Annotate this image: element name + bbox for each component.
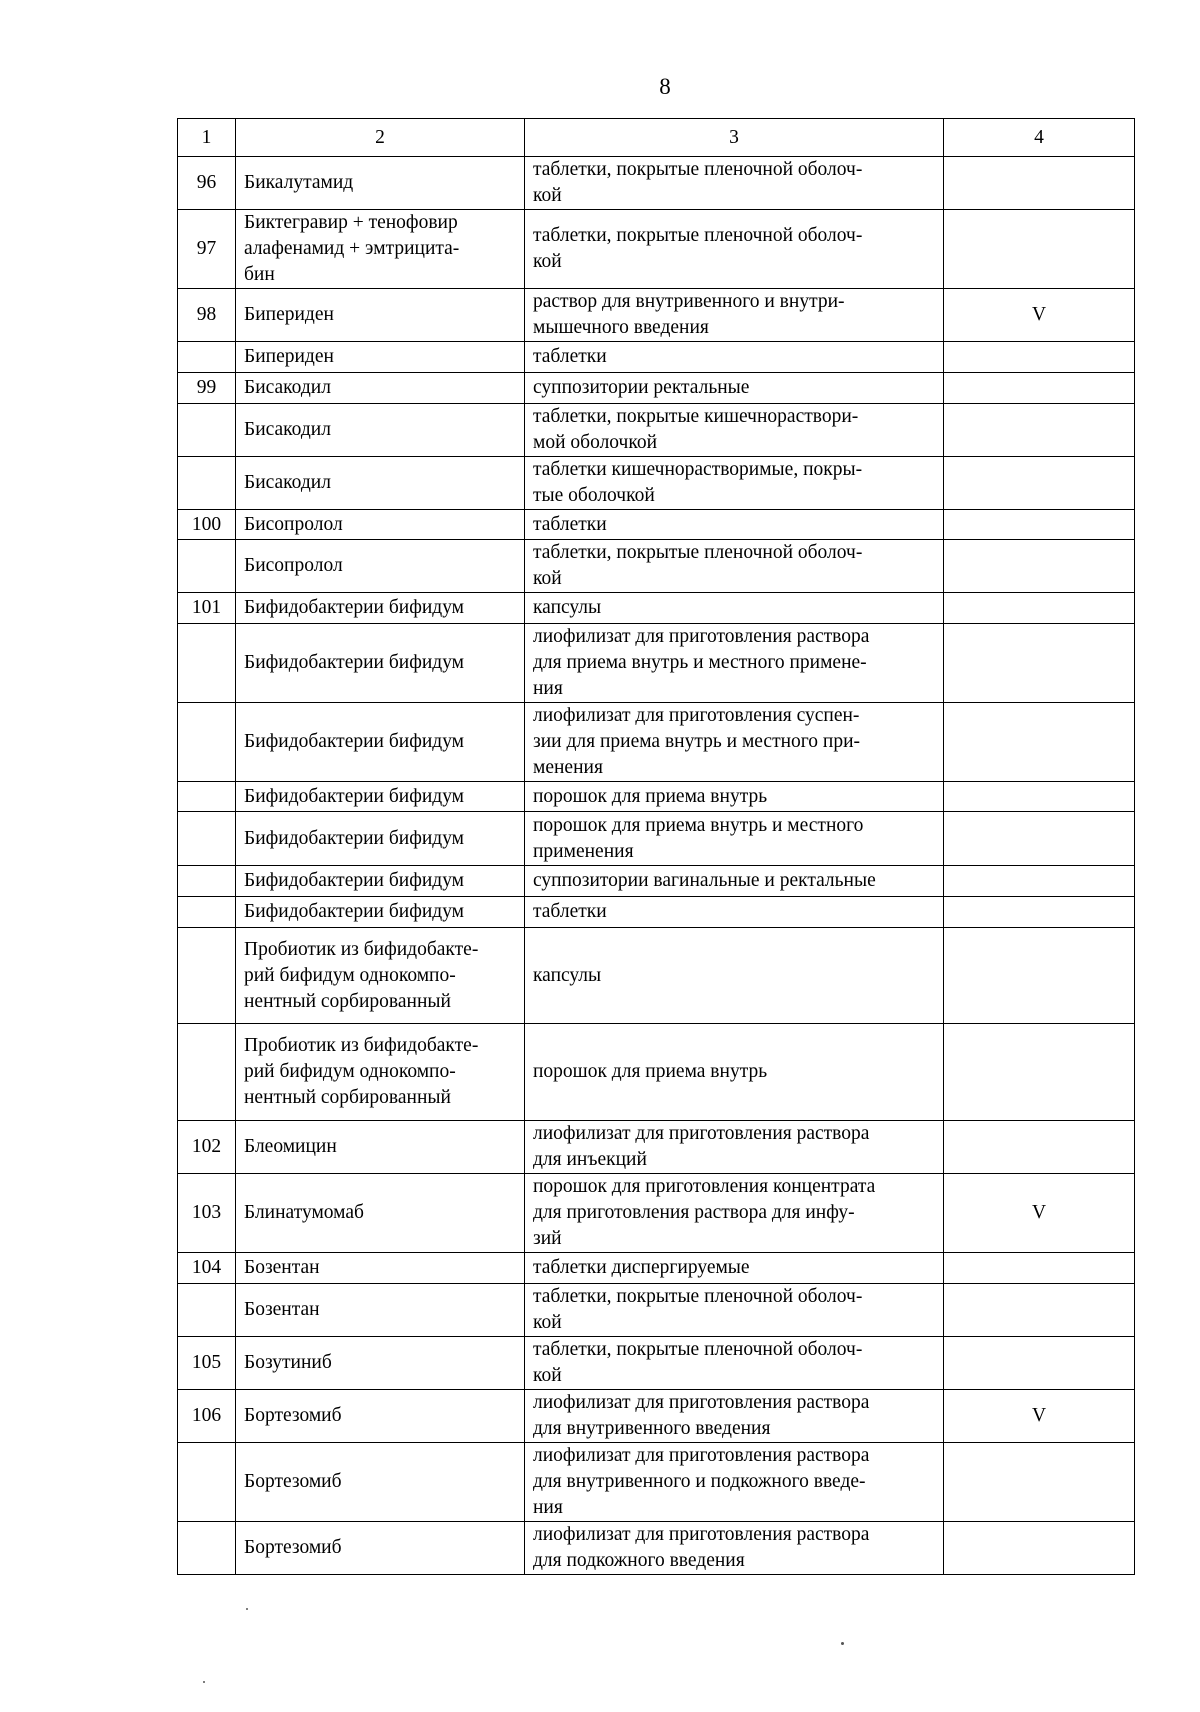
dosage-form: порошок для приготовления концентрата для приготовления раствора для инфу- зий xyxy=(525,1174,944,1253)
page-number: 8 xyxy=(659,74,671,99)
dosage-form: таблетки, покрытые пленочной оболоч- кой xyxy=(525,1284,944,1337)
row-number xyxy=(178,457,236,510)
scan-speck xyxy=(203,1681,205,1683)
drug-name: Бифидобактерии бифидум xyxy=(236,593,525,624)
table-row xyxy=(178,1522,1135,1575)
dosage-form: лиофилизат для приготовления раствора для внутривенного и подкожного введе- ния xyxy=(525,1443,944,1522)
dosage-form: порошок для приема внутрь и местного применения xyxy=(525,812,944,866)
drug-name: Бипериден xyxy=(236,342,525,373)
table-row xyxy=(178,1121,1135,1174)
table-row xyxy=(178,510,1135,540)
drug-name: Бифидобактерии бифидум xyxy=(236,866,525,897)
drug-name: Бисопролол xyxy=(236,510,525,540)
mark-cell: V xyxy=(944,289,1135,342)
dosage-form: порошок для приема внутрь xyxy=(525,782,944,812)
table-row xyxy=(178,782,1135,812)
column-header-1: 1 xyxy=(178,119,236,157)
row-number: 100 xyxy=(178,510,236,540)
dosage-form: раствор для внутривенного и внутри- мышечного введения xyxy=(525,289,944,342)
row-number: 103 xyxy=(178,1174,236,1253)
mark-cell xyxy=(944,342,1135,373)
dosage-form: таблетки диспергируемые xyxy=(525,1253,944,1284)
drug-name: Бифидобактерии бифидум xyxy=(236,782,525,812)
row-number: 97 xyxy=(178,210,236,289)
row-number xyxy=(178,624,236,703)
drug-name: Биктегравир + тенофовир алафенамид + эмтрицита- бин xyxy=(236,210,525,289)
row-number xyxy=(178,1522,236,1575)
table-row xyxy=(178,1390,1135,1443)
dosage-form: таблетки, покрытые пленочной оболоч- кой xyxy=(525,210,944,289)
table-row xyxy=(178,1443,1135,1522)
row-number: 106 xyxy=(178,1390,236,1443)
dosage-form: суппозитории ректальные xyxy=(525,373,944,404)
drug-name: Бисопролол xyxy=(236,540,525,593)
mark-cell xyxy=(944,812,1135,866)
table-row xyxy=(178,373,1135,404)
mark-cell xyxy=(944,210,1135,289)
dosage-form: капсулы xyxy=(525,928,944,1024)
scan-speck xyxy=(841,1642,844,1645)
row-number: 98 xyxy=(178,289,236,342)
row-number xyxy=(178,1443,236,1522)
row-number xyxy=(178,703,236,782)
mark-cell xyxy=(944,157,1135,210)
dosage-form: лиофилизат для приготовления раствора для внутривенного введения xyxy=(525,1390,944,1443)
table-row xyxy=(178,1024,1135,1121)
dosage-form: таблетки, покрытые пленочной оболоч- кой xyxy=(525,1337,944,1390)
row-number: 104 xyxy=(178,1253,236,1284)
drug-name: Бисакодил xyxy=(236,457,525,510)
table-row xyxy=(178,866,1135,897)
table-row xyxy=(178,342,1135,373)
row-number xyxy=(178,928,236,1024)
mark-cell xyxy=(944,404,1135,457)
drug-name: Бозентан xyxy=(236,1253,525,1284)
table-row xyxy=(178,928,1135,1024)
table-row xyxy=(178,1337,1135,1390)
drug-name: Бикалутамид xyxy=(236,157,525,210)
mark-cell xyxy=(944,1024,1135,1121)
row-number xyxy=(178,1284,236,1337)
row-number: 105 xyxy=(178,1337,236,1390)
header-row xyxy=(178,119,1135,157)
drug-name: Бисакодил xyxy=(236,404,525,457)
table-row xyxy=(178,593,1135,624)
dosage-form: таблетки xyxy=(525,510,944,540)
dosage-form: лиофилизат для приготовления раствора для инъекций xyxy=(525,1121,944,1174)
dosage-form: таблетки, покрытые пленочной оболоч- кой xyxy=(525,157,944,210)
row-number: 96 xyxy=(178,157,236,210)
row-number xyxy=(178,342,236,373)
table-row xyxy=(178,457,1135,510)
row-number xyxy=(178,897,236,928)
mark-cell xyxy=(944,593,1135,624)
table-row xyxy=(178,624,1135,703)
drug-table xyxy=(177,118,1135,1575)
drug-name: Бифидобактерии бифидум xyxy=(236,897,525,928)
drug-name: Бозентан xyxy=(236,1284,525,1337)
drug-name: Пробиотик из бифидобакте- рий бифидум однокомпо- нентный сорбированный xyxy=(236,928,525,1024)
mark-cell xyxy=(944,510,1135,540)
mark-cell xyxy=(944,1522,1135,1575)
table-row xyxy=(178,1174,1135,1253)
column-header-2: 2 xyxy=(236,119,525,157)
mark-cell xyxy=(944,373,1135,404)
mark-cell xyxy=(944,1284,1135,1337)
table-row xyxy=(178,1253,1135,1284)
dosage-form: лиофилизат для приготовления раствора для подкожного введения xyxy=(525,1522,944,1575)
drug-name: Блинатумомаб xyxy=(236,1174,525,1253)
table-row xyxy=(178,897,1135,928)
mark-cell: V xyxy=(944,1390,1135,1443)
column-header-4: 4 xyxy=(944,119,1135,157)
table-row xyxy=(178,210,1135,289)
row-number xyxy=(178,812,236,866)
row-number xyxy=(178,404,236,457)
drug-name: Бортезомиб xyxy=(236,1390,525,1443)
dosage-form: таблетки xyxy=(525,897,944,928)
drug-name: Блеомицин xyxy=(236,1121,525,1174)
drug-name: Бифидобактерии бифидум xyxy=(236,624,525,703)
dosage-form: лиофилизат для приготовления суспен- зии для приема внутрь и местного при- менения xyxy=(525,703,944,782)
mark-cell xyxy=(944,1443,1135,1522)
table-row xyxy=(178,540,1135,593)
mark-cell xyxy=(944,928,1135,1024)
table-row xyxy=(178,812,1135,866)
drug-name: Бортезомиб xyxy=(236,1522,525,1575)
mark-cell xyxy=(944,1253,1135,1284)
drug-name: Бифидобактерии бифидум xyxy=(236,703,525,782)
table-row xyxy=(178,289,1135,342)
dosage-form: таблетки xyxy=(525,342,944,373)
dosage-form: лиофилизат для приготовления раствора для приема внутрь и местного примене- ния xyxy=(525,624,944,703)
dosage-form: капсулы xyxy=(525,593,944,624)
drug-name: Пробиотик из бифидобакте- рий бифидум однокомпо- нентный сорбированный xyxy=(236,1024,525,1121)
dosage-form: порошок для приема внутрь xyxy=(525,1024,944,1121)
mark-cell xyxy=(944,1121,1135,1174)
mark-cell xyxy=(944,703,1135,782)
drug-name: Бозутиниб xyxy=(236,1337,525,1390)
scan-speck xyxy=(246,1608,248,1610)
column-header-3: 3 xyxy=(525,119,944,157)
table-header xyxy=(178,119,1135,157)
row-number: 102 xyxy=(178,1121,236,1174)
mark-cell xyxy=(944,540,1135,593)
table-row xyxy=(178,1284,1135,1337)
mark-cell xyxy=(944,457,1135,510)
mark-cell xyxy=(944,782,1135,812)
dosage-form: суппозитории вагинальные и ректальные xyxy=(525,866,944,897)
table-row xyxy=(178,404,1135,457)
drug-name: Бисакодил xyxy=(236,373,525,404)
dosage-form: таблетки, покрытые кишечнораствори- мой оболочкой xyxy=(525,404,944,457)
drug-name: Бифидобактерии бифидум xyxy=(236,812,525,866)
mark-cell xyxy=(944,1337,1135,1390)
mark-cell: V xyxy=(944,1174,1135,1253)
row-number: 101 xyxy=(178,593,236,624)
dosage-form: таблетки, покрытые пленочной оболоч- кой xyxy=(525,540,944,593)
mark-cell xyxy=(944,624,1135,703)
row-number: 99 xyxy=(178,373,236,404)
row-number xyxy=(178,782,236,812)
drug-name: Бипериден xyxy=(236,289,525,342)
row-number xyxy=(178,1024,236,1121)
table-row xyxy=(178,157,1135,210)
row-number xyxy=(178,540,236,593)
mark-cell xyxy=(944,897,1135,928)
table-row xyxy=(178,703,1135,782)
dosage-form: таблетки кишечнорастворимые, покры- тые оболочкой xyxy=(525,457,944,510)
table-body xyxy=(178,157,1135,1575)
mark-cell xyxy=(944,866,1135,897)
drug-name: Бортезомиб xyxy=(236,1443,525,1522)
row-number xyxy=(178,866,236,897)
